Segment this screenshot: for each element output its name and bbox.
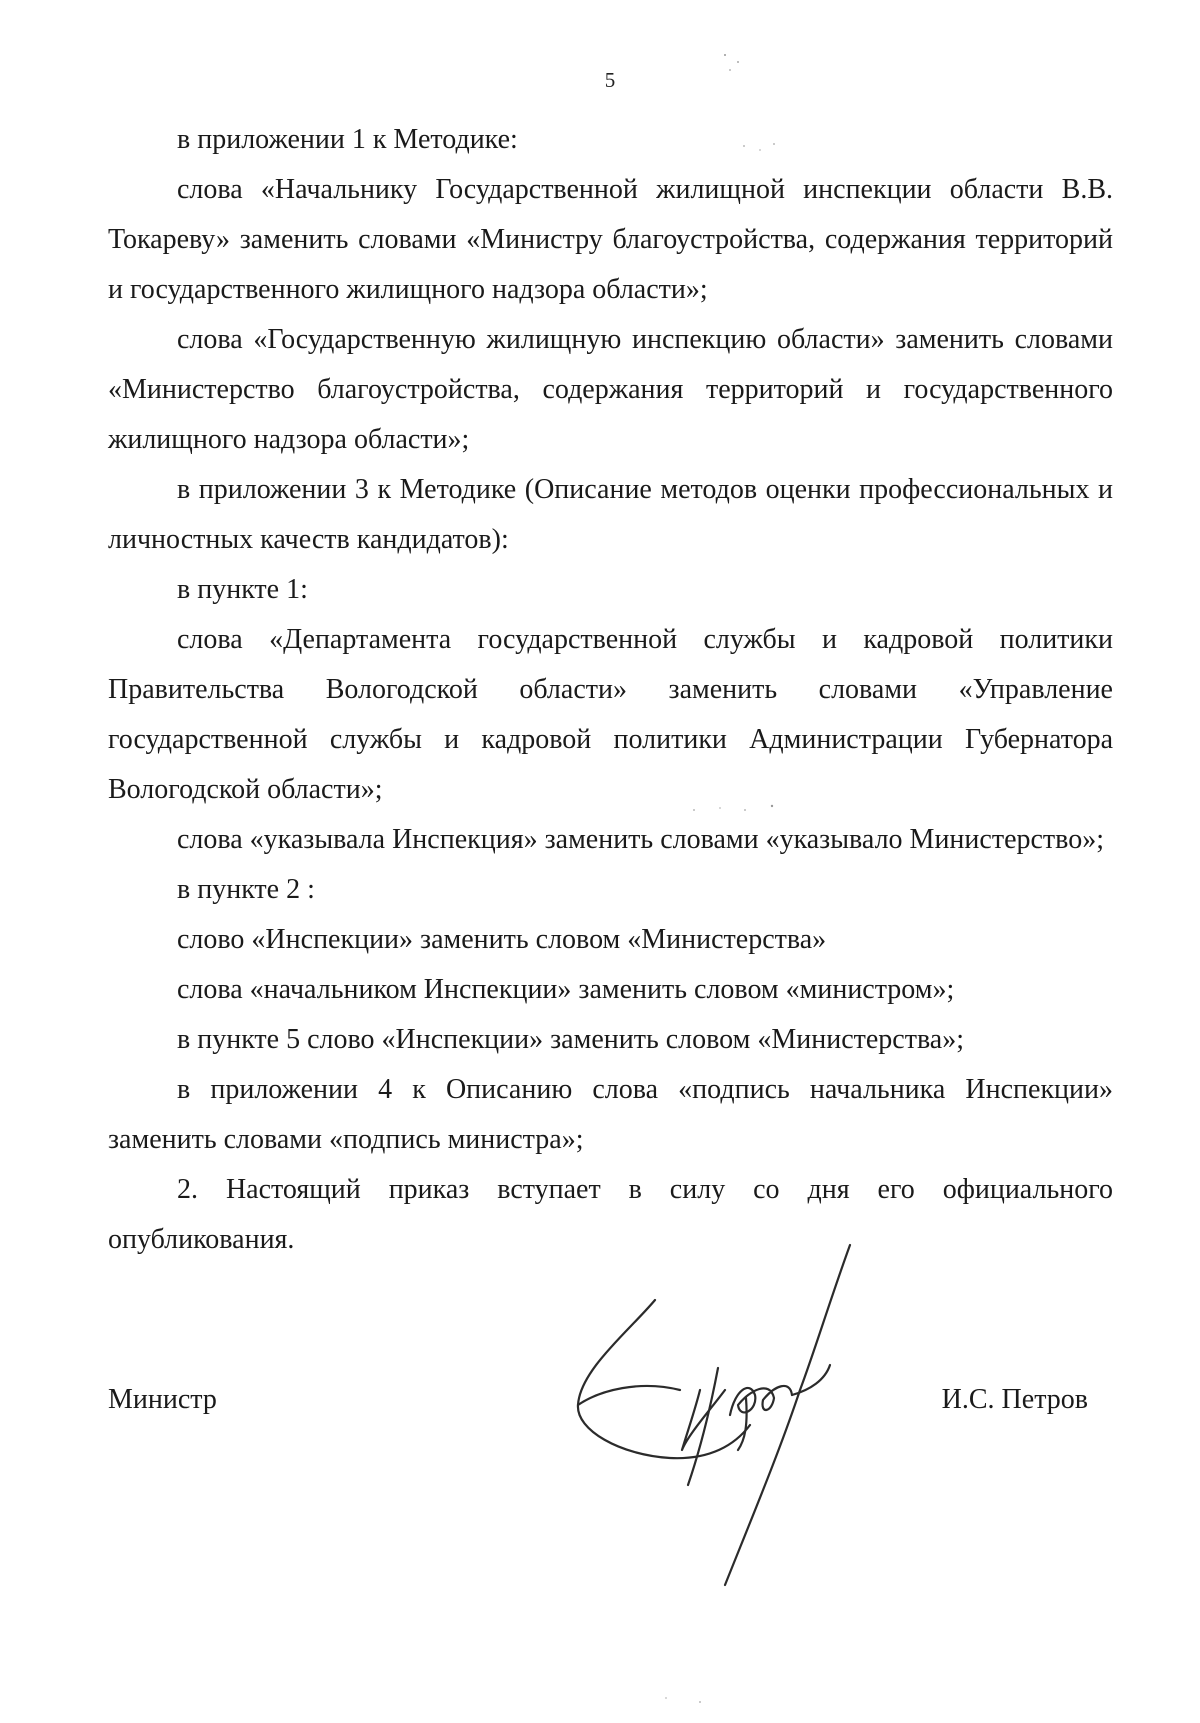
- signatory-title: Министр: [108, 1384, 217, 1415]
- paragraph: слова «Начальнику Государственной жилищной инспекции области В.В. Токареву» заменить словами «Министру благоустройства, содержания территорий и государственного жилищного надзора области»;: [108, 174, 1113, 305]
- scan-noise: [660, 1690, 720, 1710]
- paragraph: слова «начальником Инспекции» заменить словом «министром»;: [177, 974, 955, 1005]
- paragraph: в приложении 4 к Описанию слова «подпись начальника Инспекции» заменить словами «подпись министра»;: [108, 1074, 1113, 1155]
- handwritten-signature: [560, 1240, 940, 1600]
- document-body: [108, 115, 1113, 1265]
- paragraph: в приложении 3 к Методике (Описание методов оценки профессиональных и личностных качеств кандидатов):: [108, 474, 1113, 555]
- paragraph: слова «Департамента государственной службы и кадровой политики Правительства Вологодской области» заменить словами «Управление государственной службы и кадровой политики Администрации Губернатора Вологодской области»;: [108, 624, 1113, 805]
- paragraph: в приложении 1 к Методике:: [177, 124, 518, 155]
- scan-noise: [740, 140, 780, 160]
- paragraph: слово «Инспекции» заменить словом «Министерства»: [177, 924, 827, 955]
- paragraph: слова «Государственную жилищную инспекцию области» заменить словами «Министерство благоустройства, содержания территорий и государственного жилищного надзора области»;: [108, 324, 1113, 455]
- paragraph: в пункте 1:: [177, 574, 308, 605]
- scan-noise: [720, 50, 750, 80]
- paragraph: в пункте 2 :: [177, 874, 315, 905]
- page-number: 5: [604, 68, 616, 92]
- scan-noise: [690, 800, 780, 820]
- paragraph: в пункте 5 слово «Инспекции» заменить словом «Министерства»;: [177, 1024, 965, 1055]
- paragraph: слова «указывала Инспекция» заменить словами «указывало Министерство»;: [177, 824, 1104, 855]
- signatory-name: И.С. Петров: [941, 1384, 1088, 1415]
- paragraph: 2. Настоящий приказ вступает в силу со дня его официального опубликования.: [108, 1174, 1113, 1255]
